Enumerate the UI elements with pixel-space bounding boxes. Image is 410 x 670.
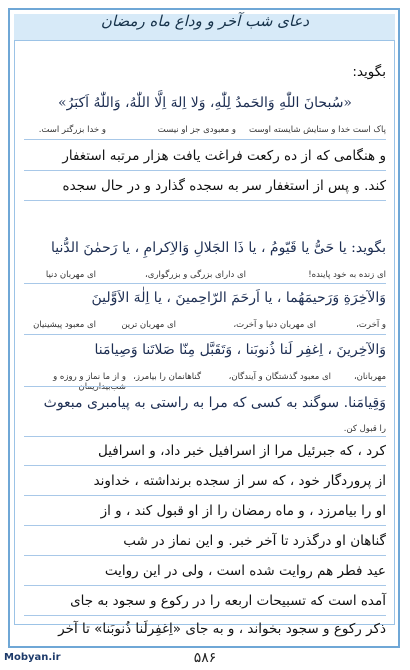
divider: [24, 555, 386, 556]
divider: [24, 465, 386, 466]
arabic-verse-2: بگوید: یا حَیُّ یا قَیّومُ ، یا ذَا الجَلالِ وَالاِکرامِ ، یا رَحمٰنَ الدُّنیا: [51, 240, 386, 256]
divider: [24, 386, 386, 387]
body-line: عید فطر هم روایت شده است ، ولی در این روایت: [104, 563, 386, 579]
page-title: دعای شب آخر و وداع ماه رمضان: [100, 12, 310, 30]
gloss-text: ای مهربان ترین: [121, 320, 176, 330]
gloss-text: و خدا بزرگتر است.: [38, 125, 106, 135]
body-line: گناهان او درگذرد تا آخر خبر. و این نماز در شب: [123, 533, 386, 549]
intro-text: بگوید:: [352, 64, 386, 80]
gloss-text: مهربانان،: [353, 372, 386, 382]
body-line: از پروردگار خود ، که سر از سجده برنداشته ، خداوند: [93, 473, 386, 489]
divider: [24, 525, 386, 526]
gloss-text: ای زنده به خود پاینده!: [308, 270, 386, 280]
gloss-text: پاک است خدا و ستایش شایسته اوست: [249, 125, 386, 135]
body-line: ذکر رکوع و سجود بخواند ، و به جای «اِغفِرلَنا ذُنوبَنا» تا آخر: [58, 621, 386, 637]
paragraph-line: و هنگامی که از ده رکعت فراغت یافت هزار مرتبه استغفار: [62, 148, 386, 164]
body-line: آمده است که تسبیحات اربعه را در رکوع و سجود به جای: [70, 593, 386, 609]
arabic-verse-3: وَالآخِرَةِ وَرَحیمَهُما ، یا اَرحَمَ الرّاحِمینَ ، یا اِلٰهَ الاَوَّلینَ: [91, 290, 386, 306]
divider: [24, 585, 386, 586]
divider: [24, 283, 386, 284]
arabic-verse-5: وَقِیامَنا. سوگند به کسی که مرا به راستی به پیامبری مبعوث: [43, 395, 386, 411]
arabic-verse-4: وَالآخِرینَ ، اِغفِر لَنا ذُنوبَنا ، وَتَقَبَّل مِنّا صَلاتَنا وَصِیامَنا: [94, 342, 386, 358]
gloss-text: و آخرت،: [356, 320, 386, 330]
divider: [24, 200, 386, 201]
paragraph-line: کند. و پس از استغفار سر به سجده گذارد و در حال سجده: [62, 178, 386, 194]
gloss-text: گناهانمان را بیامرز،: [133, 372, 201, 382]
gloss-text: ای معبود گذشتگان و آیندگان،: [228, 372, 331, 382]
divider: [24, 170, 386, 171]
page-number: ۵۸۶: [193, 650, 217, 666]
gloss-text: ای دارای بزرگی و بزرگواری،: [145, 270, 246, 280]
site-watermark: Mobyan.ir: [4, 652, 61, 663]
gloss-text: و از ما نماز و روزه و شب‌بیداریمان: [53, 372, 126, 392]
body-line: او را بیامرزد ، و ماه رمضان را از او قبول کند ، و از: [100, 503, 386, 519]
divider: [24, 139, 386, 140]
gloss-text: ای معبود پیشینیان: [33, 320, 96, 330]
divider: [24, 495, 386, 496]
gloss-text: ای مهربان دنیا: [45, 270, 96, 280]
divider: [24, 334, 386, 335]
body-line: کرد ، که جبرئیل مرا از اسرافیل خبر داد، و اسرافیل: [98, 443, 386, 459]
gloss-text: را قبول کن.: [343, 424, 386, 434]
divider: [24, 615, 386, 616]
gloss-text: ای مهربان دنیا و آخرت،: [233, 320, 316, 330]
gloss-text: و معبودی جز او نیست: [157, 125, 236, 135]
divider: [24, 436, 386, 437]
arabic-verse-1: «سُبحانَ اللّٰهِ وَالحَمدُ لِلّٰهِ، وَلا اِلهَ اِلَّا اللّٰهُ، وَاللّٰهُ اَکبَرُ»: [58, 95, 352, 111]
